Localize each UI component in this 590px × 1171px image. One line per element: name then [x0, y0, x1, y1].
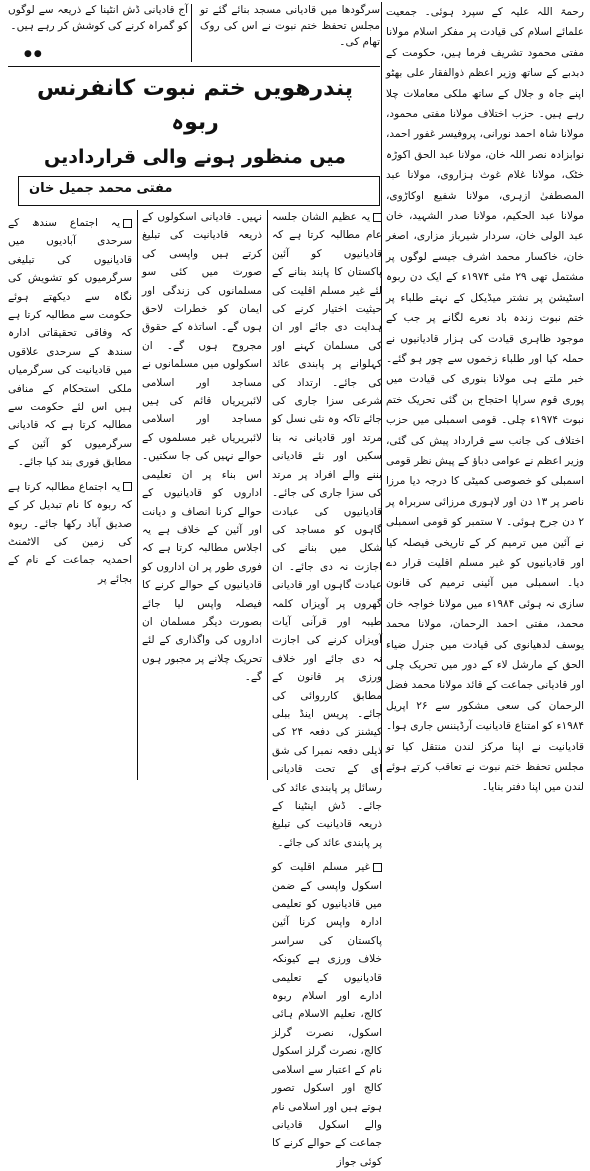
resolution-item [8, 478, 132, 588]
column-divider [137, 210, 138, 780]
lead-in-text: آج قادیانی ڈش انٹینا کے ذریعہ سے لوگوں کو گمراہ کرنے کی کوشش کر رہے ہیں۔ [8, 4, 188, 32]
article-column-right [272, 208, 382, 1168]
resolution-item [272, 858, 382, 1171]
lead-in-text: سرگودھا میں قادیانی مسجد بنائے گئے تو مجلس تحفظ ختم نبوت نے اس کی روک تھام کی۔ [200, 4, 380, 48]
history-paragraph: رحمۃ اللہ علیہ کے سپرد ہوئی۔ جمعیت علمائے اسلام کی قیادت پر مفکر اسلام مولانا مفتی محمود تشریف فرما ہیں، حکومت کے دبدبے کے ساتھ وزیر اعظم ذوالفقار علی بھٹو اپنے جاہ و جلال کے ساتھ ملکی معاملات چلا رہے ہیں۔ حزب اختلاف مولانا مفتی محمود، مولانا شاہ احمد نورانی، پروفیسر غفور احمد، نوابزادہ نصر اللہ خان، مولانا عبد الحق اکوڑہ خٹک، مولانا غلام غوث ہزاروی، مولانا عبد المصطفیٰ ازہری، مولانا شفیع اوکاڑوی، مولانا عبد الحکیم، مولانا صدر الشہید، خان عبد الولی خان، سردار شیرباز مزاری، اصغر خان، خاکسار محمد اشرف جیسے لوگوں پر مشتمل تھی ۲۹ مئی ۱۹۷۴ء کے ایک دن ربوہ اسٹیشن پر نشتر میڈیکل کے نہتے طلباء پر ختم نبوت زندہ باد نعرے لگانے پر جب کے موجود ظاہری قیادت کی ہزار قادیانیوں نے حملہ کیا اور طلباء زخموں سے چور ہو گئے۔ خبر ملتے ہی مولانا بنوری کی قیادت میں پوری قوم سراپا احتجاج بن گئی تحریک ختم نبوت ۱۹۷۴ء چلی۔ قومی اسمبلی میں حزب اختلاف کی جانب سے قرارداد پیش کی گئی، وزیر اعظم نے عوامی دباؤ کے پیش نظر قومی اسمبلی کو خصوصی کمیٹی کا درجہ دیا مرزا ناصر پر ۱۳ دن اور لاہوری مرزائی سربراہ پر ۲ دن جرح ہوئی۔ ۷ ستمبر کو قومی اسمبلی نے آئین میں ترمیم کر کے تاریخی فیصلہ کیا اور قادیانیوں کو غیر مسلم اقلیت قرار دے دیا۔ اسمبلی میں آئینی ترمیم کی قانون سازی نہ ہوئی ۱۹۸۴ء میں مولانا خواجہ خان محمد، مفتی احمد الرحمان، مولانا محمد یوسف لدھیانوی کی قیادت میں جنرل ضیاء الحق کے مارشل لاء کے دور میں تحریک چلی اور قادیانی جماعت کے قائد مولانا محمد فضل الرحمان کی سعی مشکور سے ۲۶ اپریل ۱۹۸۴ء کو امتناع قادیانیت آرڈیننس جاری ہوا۔ قادیانیت نے اپنا مرکز لندن منتقل کیا تو مجلس تحفظ ختم نبوت نے تعاقب کرتے ہوئے لندن میں اپنا دفتر بنایا۔ [386, 6, 584, 794]
column-divider [191, 4, 192, 62]
author-byline: مفتی محمد جمیل خان [29, 181, 173, 196]
resolution-text: نہیں۔ قادیانی اسکولوں کے ذریعہ قادیانیت کی تبلیغ کرتے ہیں واپسی کی صورت میں کئی سو مسلمانوں کی زندگی اور ایمان کو خطرات لاحق ہوں گے۔ اساتذہ کے حقوق مجروح ہوں گے۔ ان اسکولوں میں مسلمانوں نے مساجد اور اسلامی لائبریریاں قائم کی ہیں مساجد اور اسلامی لائبریریاں غیر مسلموں کے حوالے نہیں کی جا سکتیں۔ اس بناء پر ان تعلیمی اداروں کو قادیانیوں کے حوالے کرنا انصاف و دیانت اور آئین کے خلاف ہے یہ اجلاس مطالبہ کرتا ہے کہ فوری طور پر ان اداروں کو قادیانیوں کے حوالے کرنے کا فیصلہ واپس لیا جائے بصورت دیگر مسلمان ان اداروں کی واگذاری کے لئے تحریک چلانے پر مجبور ہوں گے۔ [142, 211, 262, 684]
bullet-box-icon [123, 482, 132, 491]
end-mark: ●● [24, 49, 44, 59]
bullet-box-icon [373, 863, 382, 872]
bullet-box-icon [373, 213, 382, 222]
column-divider [267, 210, 268, 780]
byline-box [18, 176, 380, 206]
headline [12, 72, 378, 168]
article-column-left [8, 208, 132, 780]
resolution-text: یہ اجتماع مطالبہ کرتا ہے کہ ربوہ کا نام تبدیل کر کے صدیق آباد رکھا جائے۔ ربوہ کی زمین کی الاٹمنٹ احمدیہ جماعت کے نام کے بجائے پر [8, 480, 132, 585]
lead-in-column [200, 2, 380, 50]
headline-line-2: میں منظور ہونے والی قراردادیں [44, 146, 346, 168]
lead-in-column [8, 2, 188, 34]
resolution-text: یہ عظیم الشان جلسہ عام مطالبہ کرتا ہے کہ قادیانیوں کو آئین پاکستان کا پابند بنانے کے لئے غیر مسلم اقلیت کی حیثیت اختیار کرنے کی ہدایت دی جائے اور ان کی مسلمان کہنے اور کہلوانے پر پابندی عائد کی جائے۔ ارتداد کی شرعی سزا جاری کی جائے تاکہ وہ نئی نسل کو مرتد اور قادیانی نہ بنا سکیں اور نئے قادیانی بننے والے افراد پر مرتد کی سزا جاری کی جائے۔ قادیانیوں کی عبادت گاہوں کو مساجد کی شکل میں بنانے کی اجازت نہ دی جائے۔ ان عبادت گاہوں اور قادیانی گھروں پر آویزاں کلمہ طیبہ اور قرآنی آیات آویزاں کرنے کی اجازت نہ دی جائے اور خلاف ورزی پر قانون کے مطابق کارروائی کی جائے۔ پریس اینڈ ببلی کیشنز کی دفعہ ۲۴ کی ذیلی دفعہ نمبرا کی شق ای کے تحت قادیانی رسائل پر پابندی عائد کی جائے۔ ڈش اینٹینا کے ذریعہ قادیانیت کی تبلیغ پر پابندی عائد کی جائے۔ [272, 211, 382, 849]
article-column-middle [142, 208, 262, 780]
headline-line-1: پندرھویں ختم نبوت کانفرنس ربوہ [36, 76, 354, 135]
history-column [386, 2, 584, 794]
section-divider [8, 66, 380, 67]
resolution-text: یہ اجتماع سندھ کے سرحدی آبادیوں میں قادیانیوں کی تبلیغی سرگرمیوں کو تشویش کی نگاہ سے دیکھتے ہوئے حکومت سے مطالبہ کرتا ہے کہ وفاقی تحقیقاتی ادارہ سندھ کے سرحدی علاقوں میں قادیانیت کی سرگرمیاں ملکی استحکام کے منافی ہیں اس لئے حکومت سے مطالبہ کرتا ہے کہ قادیانی سرگرمیوں کو آئین کے مطابق فوری بند کیا جائے۔ [8, 217, 132, 469]
resolution-item [8, 214, 132, 472]
lead-in-block [8, 2, 380, 72]
resolution-text: غیر مسلم اقلیت کو اسکول واپسی کے ضمن میں قادیانیوں کو تعلیمی ادارہ واپس کرنا آئین پاکستان کی سراسر خلاف ورزی ہے کیونکہ قادیانیوں کے تعلیمی ادارے اور اسلام ربوہ کالج، تعلیم الاسلام ہائی اسکول، نصرت گرلز کالج، نصرت گرلز اسکول نام کے اعتبار سے اسلامی کالج اور اسکول تصور ہوتے ہیں اور اسلامی نام والے اسکول قادیانی جماعت کے حوالے کرنے کا کوئی جواز [272, 861, 382, 1168]
resolution-item [272, 208, 382, 852]
bullet-box-icon [123, 219, 132, 228]
